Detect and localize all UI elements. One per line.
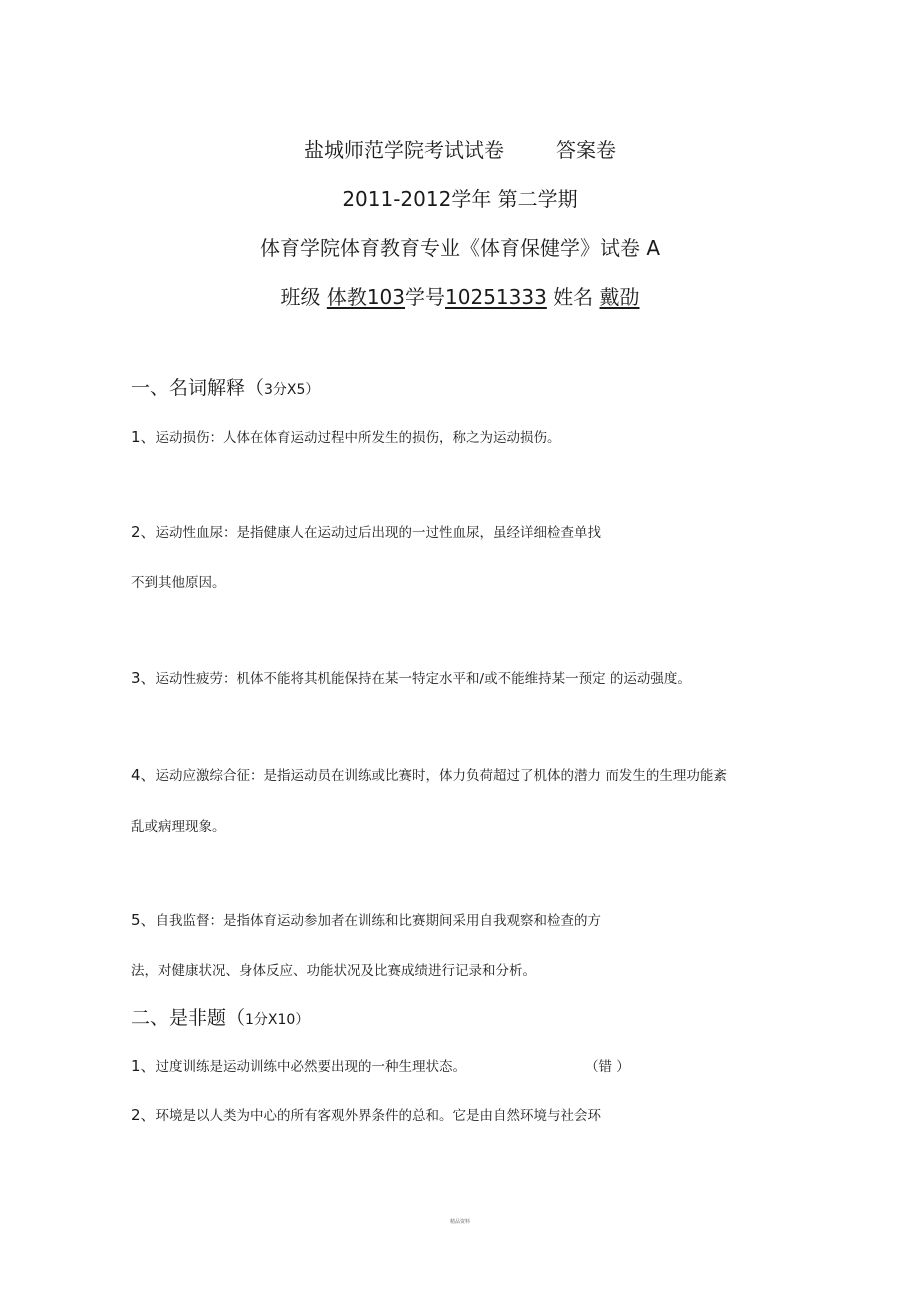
term-item-2 (131, 521, 601, 542)
class-label: 班级 (280, 285, 321, 309)
term-item-1 (131, 426, 561, 447)
term-item-4 (131, 764, 727, 785)
title-left: 盐城师范学院考试试卷 (304, 138, 504, 162)
tf-item-1-answer: （错 ） (585, 1059, 630, 1075)
term-item-3 (131, 667, 691, 688)
section2-score: 1分X10） (245, 1012, 310, 1028)
section1-score: 3分X5） (264, 382, 320, 398)
item-text: 运动应激综合征：是指运动员在训练或比赛时，体力负荷超过了机体的潜力 而发生的生理功能紊 (155, 768, 727, 784)
item-number: 4、 (131, 766, 156, 784)
term-item-2-cont: 不到其他原因。 (131, 575, 226, 591)
id-value: 10251333 (445, 285, 547, 309)
section1-title-text: 一、名词解释（ (131, 377, 265, 399)
item-number: 1、 (131, 1057, 156, 1075)
school-year: 2011-2012学年 第二学期 (342, 187, 578, 211)
item-number: 1、 (131, 428, 156, 446)
section2-title (131, 1003, 309, 1030)
term-item-5-cont: 法，对健康状况、身体反应、功能状况及比赛成绩进行记录和分析。 (131, 963, 536, 979)
item-text: 运动性疲劳：机体不能将其机能保持在某一特定水平和/或不能维持某一预定 的运动强度。 (155, 671, 691, 687)
item-text: 运动损伤：人体在体育运动过程中所发生的损伤，称之为运动损伤。 (155, 430, 561, 446)
student-info (0, 281, 920, 310)
item-text: 过度训练是运动训练中必然要出现的一种生理状态。 (155, 1059, 467, 1075)
tf-item-1 (131, 1055, 466, 1076)
title-right: 答案卷 (556, 138, 616, 162)
footer-text: 精品资料 (449, 1219, 470, 1225)
item-number: 2、 (131, 1106, 156, 1124)
item-number: 2、 (131, 523, 156, 541)
item-text: 环境是以人类为中心的所有客观外界条件的总和。它是由自然环境与社会环 (155, 1108, 602, 1124)
class-value: 体教103 (326, 285, 406, 309)
name-label: 姓名 (553, 285, 594, 309)
section2-title-text: 二、是非题（ (131, 1007, 246, 1029)
term-item-4-cont: 乱或病理现象。 (131, 819, 226, 835)
tf-item-2 (131, 1104, 601, 1125)
section1-title (131, 373, 319, 400)
term-item-5 (131, 909, 601, 930)
item-text: 运动性血尿：是指健康人在运动过后出现的一过性血尿，虽经详细检查单找 (155, 525, 602, 541)
name-value: 戴劭 (599, 285, 640, 309)
item-number: 5、 (131, 911, 156, 929)
exam-title (0, 134, 920, 163)
id-label: 学号 (405, 285, 446, 309)
item-number: 3、 (131, 669, 156, 687)
course-title: 体育学院体育教育专业《体育保健学》试卷 A (259, 236, 661, 260)
item-text: 自我监督：是指体育运动参加者在训练和比赛期间采用自我观察和检查的方 (155, 913, 602, 929)
